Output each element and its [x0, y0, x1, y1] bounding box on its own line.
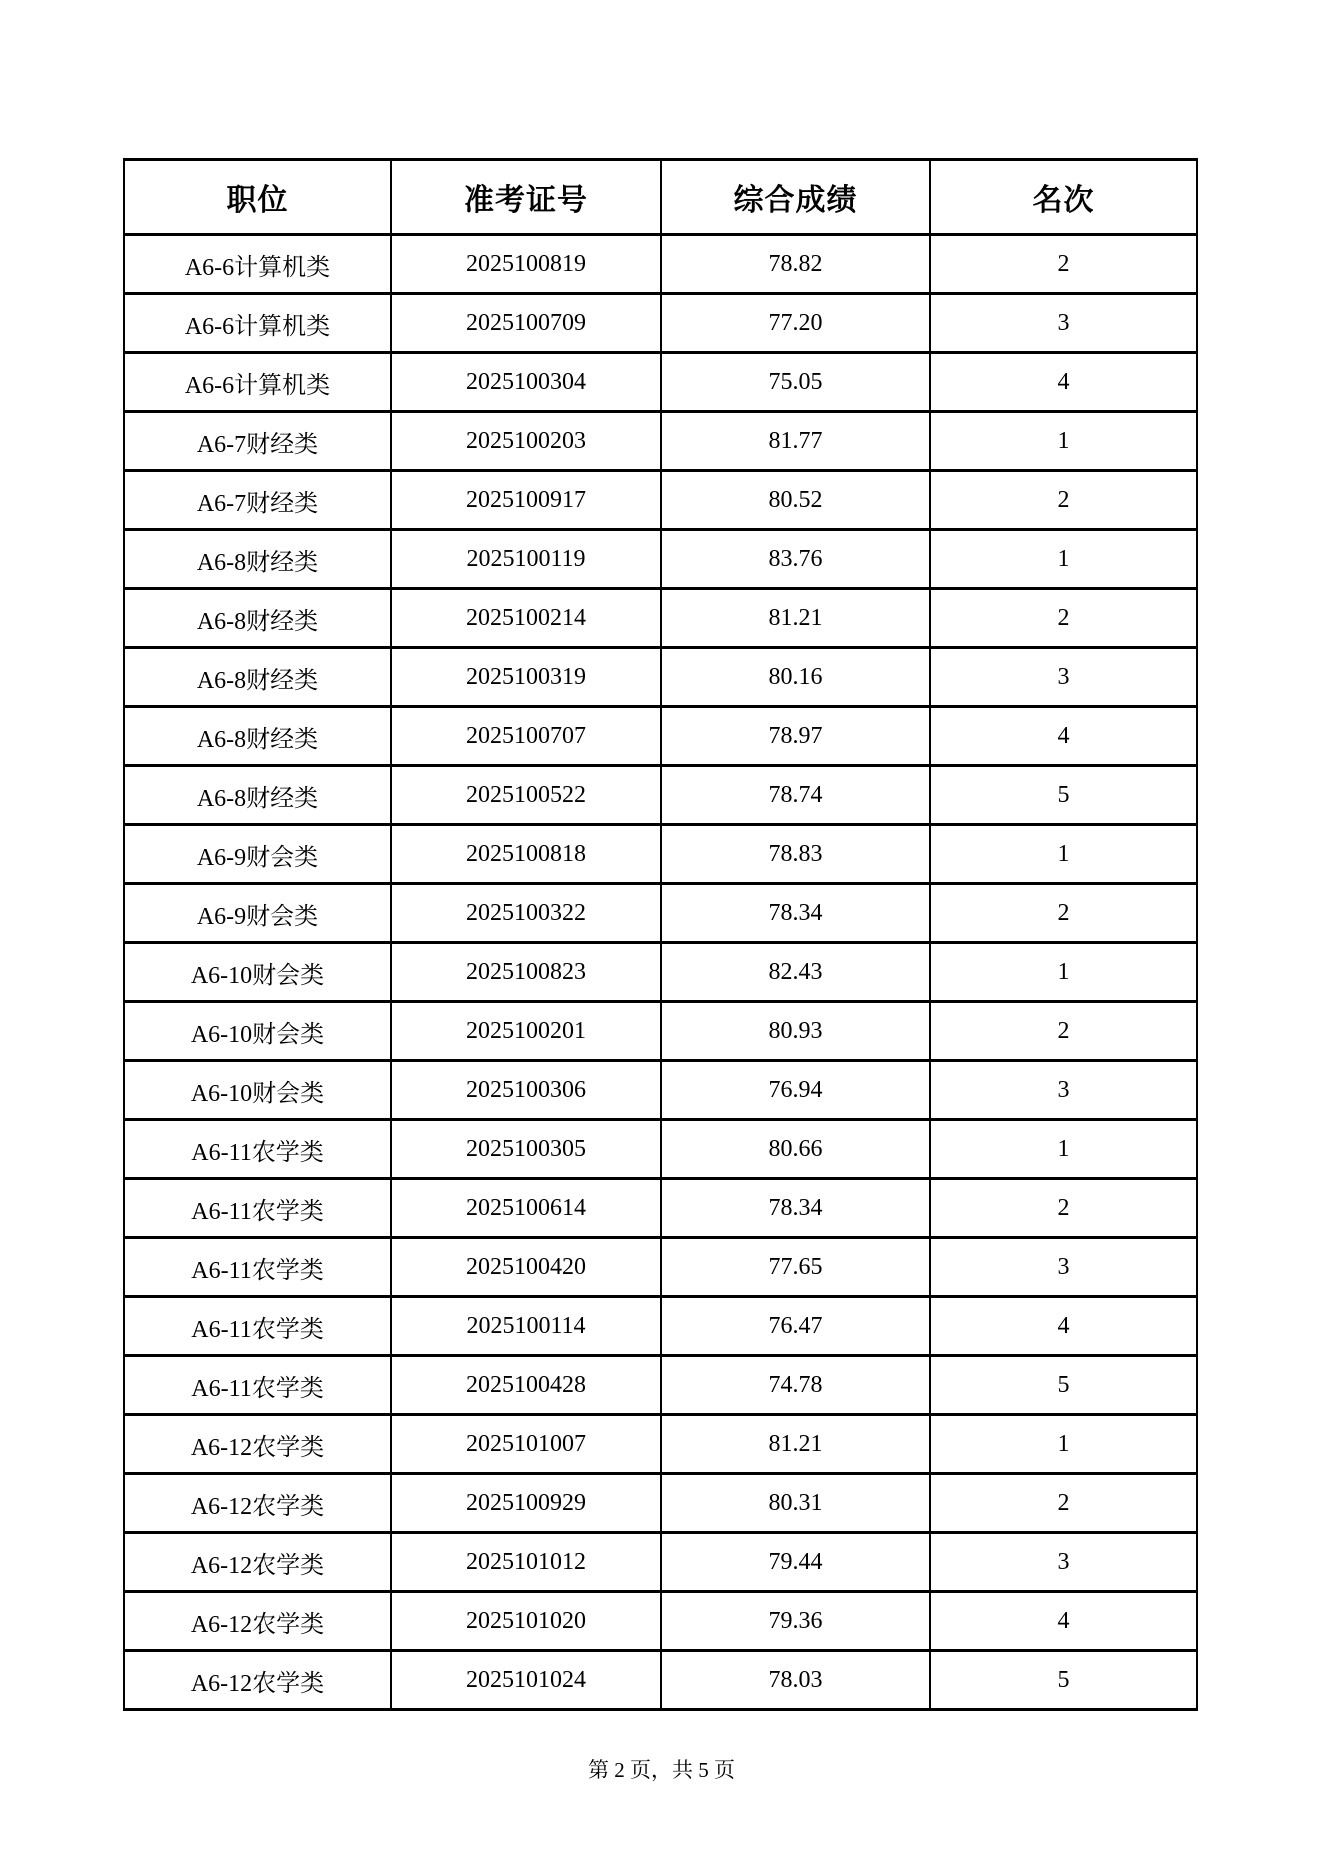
- cell-rank: 2: [930, 1002, 1197, 1061]
- table-row: [124, 884, 1197, 943]
- table-row: [124, 707, 1197, 766]
- cell-composite-score: 80.66: [661, 1120, 930, 1179]
- table-row: [124, 1120, 1197, 1179]
- table-row: [124, 294, 1197, 353]
- cell-position: A6-11农学类: [124, 1297, 391, 1356]
- cell-admission-number: 2025100917: [391, 471, 661, 530]
- cell-admission-number: 2025100319: [391, 648, 661, 707]
- cell-admission-number: 2025100214: [391, 589, 661, 648]
- cell-admission-number: 2025101007: [391, 1415, 661, 1474]
- table-row: [124, 943, 1197, 1002]
- cell-admission-number: 2025100119: [391, 530, 661, 589]
- cell-admission-number: 2025100201: [391, 1002, 661, 1061]
- cell-position: A6-12农学类: [124, 1415, 391, 1474]
- table-row: [124, 1002, 1197, 1061]
- table-row: [124, 1356, 1197, 1415]
- cell-admission-number: 2025100428: [391, 1356, 661, 1415]
- table-body: [124, 235, 1197, 1710]
- cell-position: A6-11农学类: [124, 1356, 391, 1415]
- cell-rank: 2: [930, 589, 1197, 648]
- cell-admission-number: 2025101020: [391, 1592, 661, 1651]
- table-row: [124, 648, 1197, 707]
- column-header-composite-score: 综合成绩: [661, 160, 930, 235]
- header-row: [124, 160, 1197, 235]
- cell-admission-number: 2025101012: [391, 1533, 661, 1592]
- cell-composite-score: 76.47: [661, 1297, 930, 1356]
- table-row: [124, 1297, 1197, 1356]
- cell-admission-number: 2025101024: [391, 1651, 661, 1710]
- table-row: [124, 589, 1197, 648]
- cell-composite-score: 79.36: [661, 1592, 930, 1651]
- cell-rank: 4: [930, 1297, 1197, 1356]
- cell-composite-score: 78.74: [661, 766, 930, 825]
- table-row: [124, 412, 1197, 471]
- cell-rank: 2: [930, 471, 1197, 530]
- table-row: [124, 1651, 1197, 1710]
- cell-composite-score: 81.21: [661, 1415, 930, 1474]
- cell-admission-number: 2025100818: [391, 825, 661, 884]
- cell-rank: 5: [930, 766, 1197, 825]
- cell-position: A6-12农学类: [124, 1592, 391, 1651]
- cell-position: A6-8财经类: [124, 648, 391, 707]
- cell-rank: 5: [930, 1356, 1197, 1415]
- cell-admission-number: 2025100114: [391, 1297, 661, 1356]
- cell-rank: 4: [930, 353, 1197, 412]
- cell-position: A6-8财经类: [124, 766, 391, 825]
- column-header-admission-number: 准考证号: [391, 160, 661, 235]
- cell-rank: 2: [930, 1474, 1197, 1533]
- page-number: 第 2 页，共 5 页: [588, 1758, 735, 1782]
- column-header-position: 职位: [124, 160, 391, 235]
- cell-admission-number: 2025100305: [391, 1120, 661, 1179]
- cell-rank: 3: [930, 648, 1197, 707]
- cell-composite-score: 75.05: [661, 353, 930, 412]
- cell-rank: 2: [930, 1179, 1197, 1238]
- cell-composite-score: 77.65: [661, 1238, 930, 1297]
- cell-position: A6-9财会类: [124, 825, 391, 884]
- table-row: [124, 766, 1197, 825]
- cell-admission-number: 2025100707: [391, 707, 661, 766]
- cell-position: A6-7财经类: [124, 471, 391, 530]
- cell-position: A6-6计算机类: [124, 353, 391, 412]
- cell-admission-number: 2025100819: [391, 235, 661, 294]
- table-row: [124, 235, 1197, 294]
- cell-rank: 1: [930, 530, 1197, 589]
- cell-position: A6-10财会类: [124, 943, 391, 1002]
- table-row: [124, 1179, 1197, 1238]
- cell-position: A6-12农学类: [124, 1651, 391, 1710]
- cell-admission-number: 2025100614: [391, 1179, 661, 1238]
- table-row: [124, 1533, 1197, 1592]
- cell-rank: 1: [930, 412, 1197, 471]
- cell-admission-number: 2025100929: [391, 1474, 661, 1533]
- cell-admission-number: 2025100322: [391, 884, 661, 943]
- cell-admission-number: 2025100306: [391, 1061, 661, 1120]
- cell-position: A6-12农学类: [124, 1533, 391, 1592]
- cell-composite-score: 74.78: [661, 1356, 930, 1415]
- cell-composite-score: 81.77: [661, 412, 930, 471]
- cell-composite-score: 83.76: [661, 530, 930, 589]
- cell-position: A6-11农学类: [124, 1179, 391, 1238]
- cell-position: A6-11农学类: [124, 1120, 391, 1179]
- cell-rank: 1: [930, 1120, 1197, 1179]
- cell-admission-number: 2025100709: [391, 294, 661, 353]
- cell-rank: 4: [930, 707, 1197, 766]
- cell-position: A6-8财经类: [124, 589, 391, 648]
- cell-rank: 2: [930, 235, 1197, 294]
- cell-position: A6-10财会类: [124, 1061, 391, 1120]
- table-row: [124, 1061, 1197, 1120]
- cell-rank: 3: [930, 1061, 1197, 1120]
- cell-rank: 2: [930, 884, 1197, 943]
- cell-position: A6-12农学类: [124, 1474, 391, 1533]
- cell-position: A6-6计算机类: [124, 235, 391, 294]
- cell-composite-score: 78.82: [661, 235, 930, 294]
- cell-admission-number: 2025100304: [391, 353, 661, 412]
- cell-composite-score: 81.21: [661, 589, 930, 648]
- cell-composite-score: 82.43: [661, 943, 930, 1002]
- cell-composite-score: 78.83: [661, 825, 930, 884]
- cell-admission-number: 2025100203: [391, 412, 661, 471]
- table-row: [124, 1592, 1197, 1651]
- cell-position: A6-8财经类: [124, 707, 391, 766]
- cell-rank: 1: [930, 1415, 1197, 1474]
- cell-position: A6-6计算机类: [124, 294, 391, 353]
- cell-composite-score: 80.93: [661, 1002, 930, 1061]
- column-header-rank: 名次: [930, 160, 1197, 235]
- table-row: [124, 1415, 1197, 1474]
- table-row: [124, 1474, 1197, 1533]
- cell-composite-score: 78.34: [661, 1179, 930, 1238]
- table-row: [124, 471, 1197, 530]
- cell-composite-score: 78.03: [661, 1651, 930, 1710]
- cell-composite-score: 80.16: [661, 648, 930, 707]
- cell-position: A6-9财会类: [124, 884, 391, 943]
- cell-composite-score: 78.97: [661, 707, 930, 766]
- scores-table: [123, 158, 1198, 1711]
- table-row: [124, 825, 1197, 884]
- cell-composite-score: 80.31: [661, 1474, 930, 1533]
- cell-rank: 3: [930, 294, 1197, 353]
- cell-rank: 4: [930, 1592, 1197, 1651]
- cell-composite-score: 80.52: [661, 471, 930, 530]
- cell-rank: 5: [930, 1651, 1197, 1710]
- table-row: [124, 530, 1197, 589]
- cell-position: A6-8财经类: [124, 530, 391, 589]
- cell-admission-number: 2025100522: [391, 766, 661, 825]
- cell-composite-score: 77.20: [661, 294, 930, 353]
- cell-rank: 1: [930, 825, 1197, 884]
- cell-composite-score: 79.44: [661, 1533, 930, 1592]
- cell-composite-score: 78.34: [661, 884, 930, 943]
- table-row: [124, 1238, 1197, 1297]
- cell-rank: 3: [930, 1533, 1197, 1592]
- cell-position: A6-7财经类: [124, 412, 391, 471]
- table-row: [124, 353, 1197, 412]
- cell-rank: 3: [930, 1238, 1197, 1297]
- cell-position: A6-11农学类: [124, 1238, 391, 1297]
- cell-admission-number: 2025100420: [391, 1238, 661, 1297]
- cell-admission-number: 2025100823: [391, 943, 661, 1002]
- cell-position: A6-10财会类: [124, 1002, 391, 1061]
- cell-composite-score: 76.94: [661, 1061, 930, 1120]
- cell-rank: 1: [930, 943, 1197, 1002]
